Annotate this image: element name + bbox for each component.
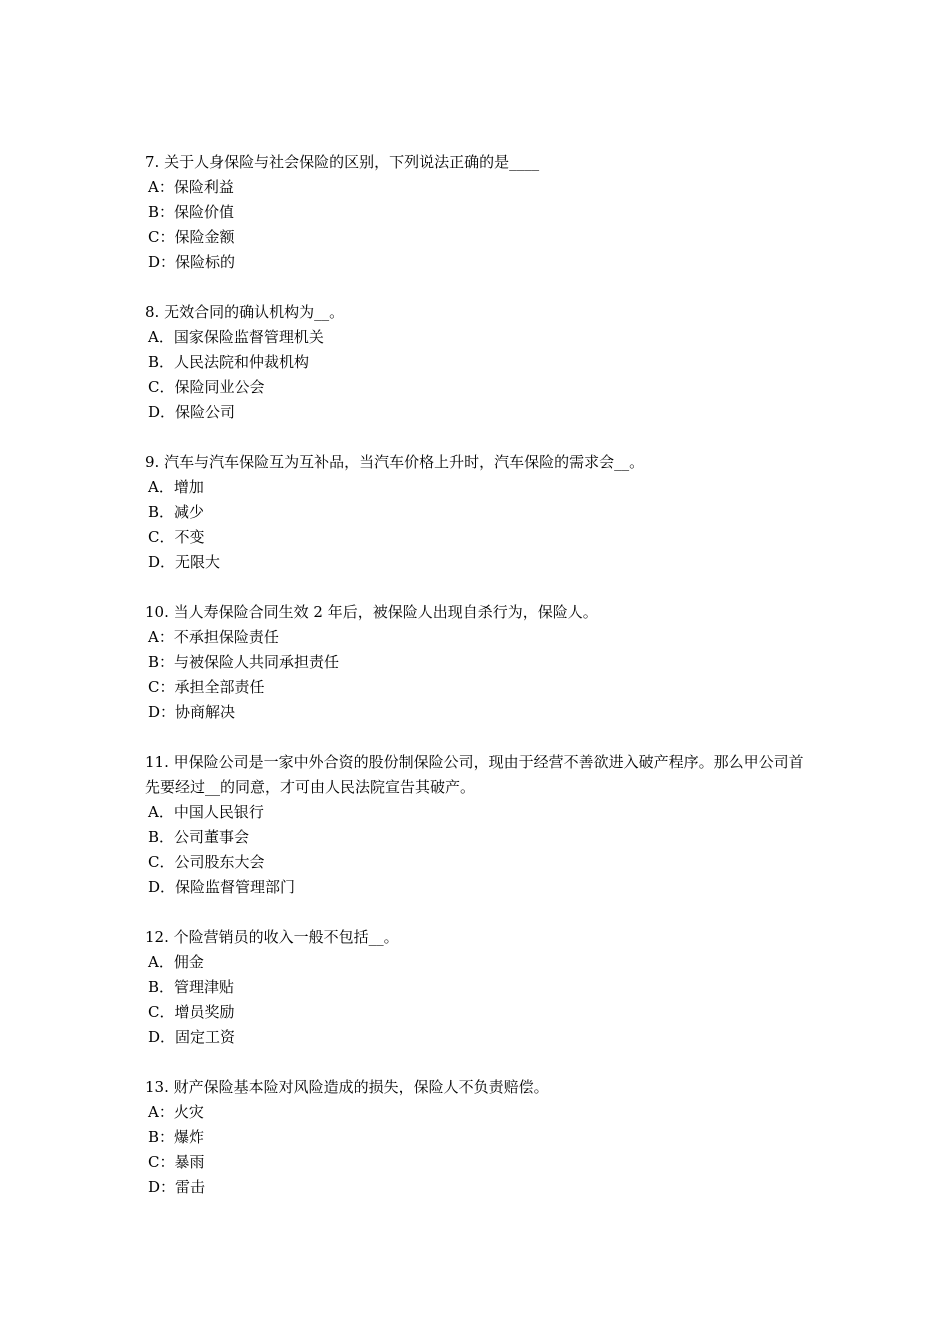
option-d: D．无限大 [148,553,221,571]
option-d: D．保险公司 [148,403,236,421]
option-d: D．保险监督管理部门 [148,878,296,896]
option-c: C．不变 [148,528,205,546]
option-a: A．佣金 [148,953,204,971]
option-b: B．公司董事会 [148,828,250,846]
question-12 [145,925,810,1050]
option-c: C：暴雨 [148,1153,205,1171]
option-list [145,625,810,725]
option-b: B．减少 [148,503,205,521]
question-text: 7. 关于人身保险与社会保险的区别，下列说法正确的是____ [145,153,540,171]
option-list [145,475,810,575]
option-c: C：保险金额 [148,228,235,246]
option-d: D：雷击 [148,1178,206,1196]
option-d: D：保险标的 [148,253,236,271]
document-page [145,150,810,1225]
option-b: B．人民法院和仲裁机构 [148,353,310,371]
question-text: 9. 汽车与汽车保险互为互补品，当汽车价格上升时，汽车保险的需求会__。 [145,453,645,471]
option-list [145,950,810,1050]
option-list [145,800,810,900]
option-c: C．增员奖励 [148,1003,235,1021]
question-11 [145,750,810,900]
option-a: A．国家保险监督管理机关 [148,328,324,346]
option-c: C．保险同业公会 [148,378,265,396]
option-a: A．中国人民银行 [148,803,264,821]
question-7 [145,150,810,275]
option-b: B．管理津贴 [148,978,235,996]
option-b: B：爆炸 [148,1128,205,1146]
option-c: C：承担全部责任 [148,678,265,696]
option-d: D．固定工资 [148,1028,236,1046]
question-10 [145,600,810,725]
question-text: 10. 当人寿保险合同生效 2 年后，被保险人出现自杀行为，保险人。 [145,603,598,621]
option-list [145,1100,810,1200]
question-text: 12. 个险营销员的收入一般不包括__。 [145,928,399,946]
option-b: B：保险价值 [148,203,235,221]
option-list [145,175,810,275]
option-b: B：与被保险人共同承担责任 [148,653,340,671]
option-a: A：不承担保险责任 [148,628,279,646]
option-list [145,325,810,425]
question-text: 13. 财产保险基本险对风险造成的损失，保险人不负责赔偿。 [145,1078,549,1096]
question-13 [145,1075,810,1200]
option-a: A．增加 [148,478,204,496]
option-c: C．公司股东大会 [148,853,265,871]
option-d: D：协商解决 [148,703,236,721]
question-9 [145,450,810,575]
option-a: A：火灾 [148,1103,204,1121]
question-text: 11. 甲保险公司是一家中外合资的股份制保险公司，现由于经营不善欲进入破产程序。那么甲公司首先要经过__的同意，才可由人民法院宣告其破产。 [145,753,804,796]
question-text: 8. 无效合同的确认机构为__。 [145,303,345,321]
question-8 [145,300,810,425]
option-a: A：保险利益 [148,178,234,196]
